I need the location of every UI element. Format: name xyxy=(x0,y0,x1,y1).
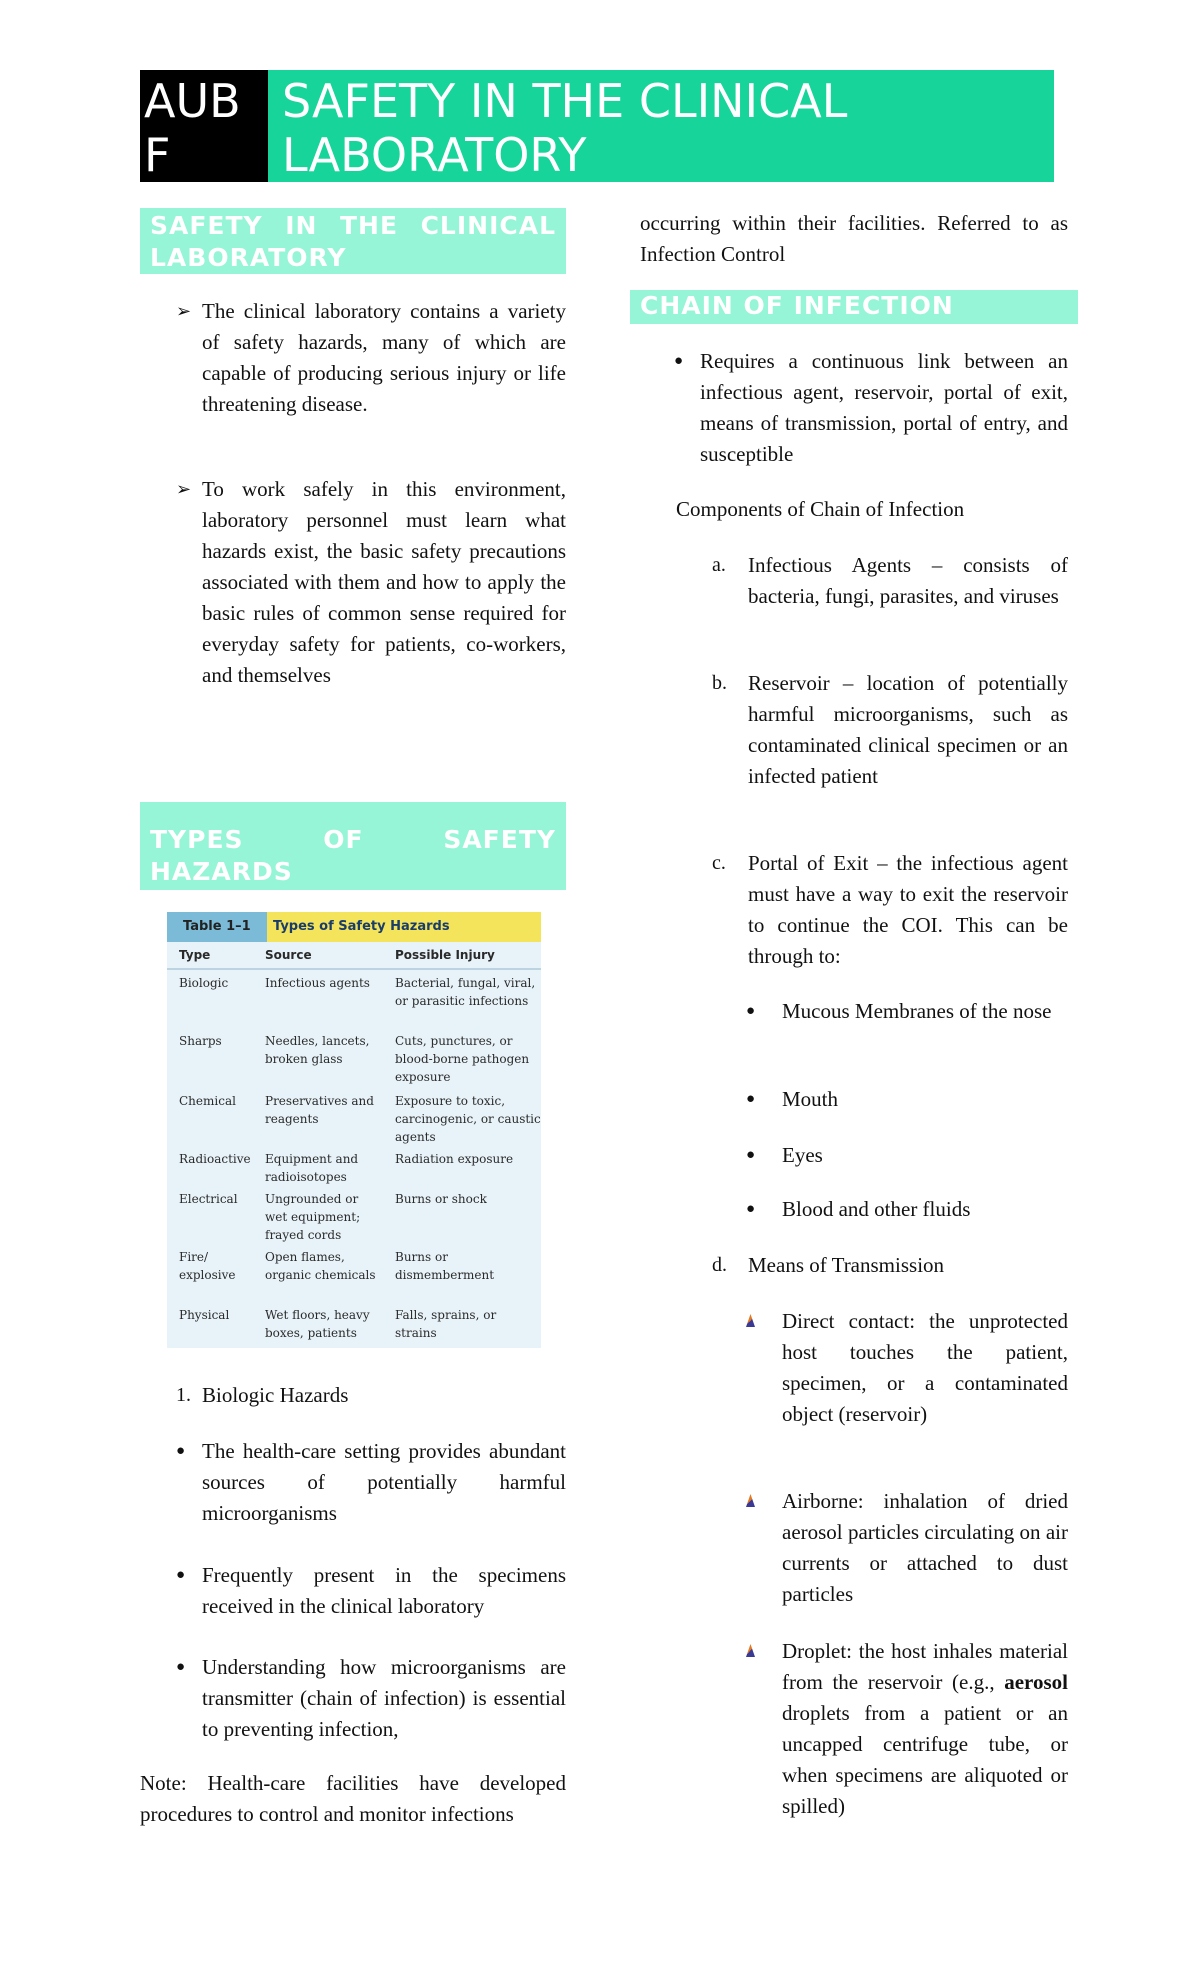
biologic-heading: Biologic Hazards xyxy=(202,1383,349,1407)
column-header: Type xyxy=(179,948,211,962)
component-item xyxy=(712,1250,1068,1281)
list-item-text: Airborne: inhalation of dried aerosol particles circulating on air currents or attached to dust particles xyxy=(782,1489,1068,1606)
table-row xyxy=(167,1306,541,1346)
table-cell: Chemical xyxy=(179,1094,236,1108)
list-item-text: Eyes xyxy=(782,1143,823,1167)
table-row xyxy=(167,1032,541,1092)
list-item xyxy=(746,1636,1068,1822)
list-item xyxy=(746,1486,1068,1610)
table-cell: Bacterial, fungal, viral, or parasitic infections xyxy=(395,976,536,1008)
table-cell: Fire/ explosive xyxy=(179,1250,236,1282)
document-header xyxy=(140,70,1054,182)
table-cell: Needles, lancets, broken glass xyxy=(265,1034,370,1066)
diamond-bullet-icon xyxy=(746,1486,782,1610)
note-continuation: occurring within their facilities. Referred to as Infection Control xyxy=(640,211,1068,266)
list-item-text xyxy=(782,1636,1068,1822)
list-letter: a. xyxy=(712,554,726,576)
numbered-heading xyxy=(176,1380,566,1411)
course-code: AUB F xyxy=(140,70,268,182)
list-item-text: Understanding how microorganisms are transmitter (chain of infection) is essential to preventing infection, xyxy=(202,1655,566,1741)
intro-bullet xyxy=(176,296,566,420)
list-item xyxy=(674,346,1068,470)
table-row xyxy=(167,970,541,1032)
droplet-text-end: droplets from a patient or an uncapped centrifuge tube, or when specimens are aliquoted or spilled) xyxy=(782,1701,1068,1818)
section-heading-chain: CHAIN OF INFECTION xyxy=(630,290,1078,324)
table-cell: Wet floors, heavy boxes, patients xyxy=(265,1308,370,1340)
column-header: Source xyxy=(265,948,312,962)
component-text: Reservoir – location of potentially harmful microorganisms, such as contaminated clinical specimen or an infected patient xyxy=(748,671,1068,788)
bullet-icon: ● xyxy=(176,1567,186,1583)
bullet-icon: ● xyxy=(176,1659,186,1675)
intro-bullet-text: To work safely in this environment, laboratory personnel must learn what hazards exist, the basic safety precautions associated with them and how to apply the basic rules of common sense required for everyday safety for patients, co-workers, and themselves xyxy=(202,477,566,687)
table-cell: Radiation exposure xyxy=(395,1152,514,1166)
list-item-text: The health-care setting provides abundant sources of potentially harmful microorganisms xyxy=(202,1439,566,1525)
components-heading: Components of Chain of Infection xyxy=(676,497,965,521)
arrow-bullet-icon: ➢ xyxy=(176,301,192,321)
table-cell: Falls, sprains, or strains xyxy=(395,1308,497,1340)
column-header: Possible Injury xyxy=(395,948,495,962)
table-cell: Biologic xyxy=(179,976,229,990)
table-cell: Equipment and radioisotopes xyxy=(265,1152,359,1184)
component-text: Means of Transmission xyxy=(748,1253,945,1277)
list-letter: c. xyxy=(712,852,726,874)
component-item xyxy=(712,668,1068,792)
list-letter: b. xyxy=(712,672,727,694)
list-item-text: Blood and other fluids xyxy=(782,1197,971,1221)
component-item xyxy=(712,550,1068,612)
table-cell: Electrical xyxy=(179,1192,238,1206)
droplet-bold-term: aerosol xyxy=(1004,1670,1068,1694)
table-title: Types of Safety Hazards xyxy=(267,912,541,942)
table-number: Table 1–1 xyxy=(167,912,267,942)
list-item xyxy=(176,1652,566,1745)
list-item xyxy=(746,1084,1068,1115)
table-cell: Preservatives and reagents xyxy=(265,1094,374,1126)
list-item-text: Requires a continuous link between an infectious agent, reservoir, portal of exit, means of transmission, portal of entry, and susceptible xyxy=(700,349,1068,466)
table-row xyxy=(167,1092,541,1150)
list-item xyxy=(746,1194,1068,1225)
intro-bullet xyxy=(176,474,566,691)
table-row xyxy=(167,1248,541,1306)
list-item-text: Direct contact: the unprotected host touches the patient, specimen, or a contaminated object (reservoir) xyxy=(782,1309,1068,1426)
table-cell: Exposure to toxic, carcinogenic, or caustic agents xyxy=(395,1094,541,1144)
table-row xyxy=(167,1190,541,1248)
table-cell: Sharps xyxy=(179,1034,222,1048)
diamond-bullet-icon xyxy=(746,1306,782,1430)
table-cell: Physical xyxy=(179,1308,230,1322)
list-letter: d. xyxy=(712,1254,727,1276)
table-row xyxy=(167,1150,541,1190)
list-item xyxy=(746,1140,1068,1171)
list-item xyxy=(176,1560,566,1622)
section-heading-safety: SAFETY IN THE CLINICAL LABORATORY xyxy=(140,208,566,274)
droplet-text-start: Droplet: the host inhales material from the reservoir (e.g., xyxy=(782,1639,1068,1694)
table-cell: Burns or shock xyxy=(395,1192,487,1206)
table-cell: Open flames, organic chemicals xyxy=(265,1250,376,1282)
component-text: Infectious Agents – consists of bacteria, fungi, parasites, and viruses xyxy=(748,553,1068,608)
list-number: 1. xyxy=(176,1384,191,1406)
list-item-text: Mucous Membranes of the nose xyxy=(782,999,1052,1023)
list-item xyxy=(746,996,1068,1027)
list-item-text: Mouth xyxy=(782,1087,839,1111)
table-cell: Ungrounded or wet equipment; frayed cords xyxy=(265,1192,361,1242)
table-cell: Burns or dismemberment xyxy=(395,1250,495,1282)
bullet-icon: ● xyxy=(746,1201,756,1217)
bullet-icon: ● xyxy=(176,1443,186,1459)
arrow-bullet-icon: ➢ xyxy=(176,479,192,499)
intro-bullet-text: The clinical laboratory contains a variety of safety hazards, many of which are capable of producing serious injury or life threatening disease. xyxy=(202,299,566,416)
document-title: SAFETY IN THE CLINICAL LABORATORY xyxy=(268,70,1054,182)
list-item-text: Frequently present in the specimens received in the clinical laboratory xyxy=(202,1563,566,1618)
table-cell: Radioactive xyxy=(179,1152,251,1166)
list-item xyxy=(746,1306,1068,1430)
table-cell: Cuts, punctures, or blood-borne pathogen exposure xyxy=(395,1034,530,1084)
table-header-row xyxy=(167,942,541,970)
section-heading-types: TYPES OF SAFETY HAZARDS xyxy=(140,802,566,890)
note-paragraph: Note: Health-care facilities have developed procedures to control and monitor infections xyxy=(140,1771,566,1826)
bullet-icon: ● xyxy=(674,353,684,369)
bullet-icon: ● xyxy=(746,1091,756,1107)
bullet-icon: ● xyxy=(746,1003,756,1019)
diamond-bullet-icon xyxy=(746,1636,782,1822)
component-text: Portal of Exit – the infectious agent must have a way to exit the reservoir to continue the COI. This can be through to: xyxy=(748,851,1068,968)
bullet-icon: ● xyxy=(746,1147,756,1163)
list-item xyxy=(176,1436,566,1529)
table-cell: Infectious agents xyxy=(265,976,370,990)
component-item xyxy=(712,848,1068,972)
safety-hazards-table xyxy=(167,912,541,1348)
